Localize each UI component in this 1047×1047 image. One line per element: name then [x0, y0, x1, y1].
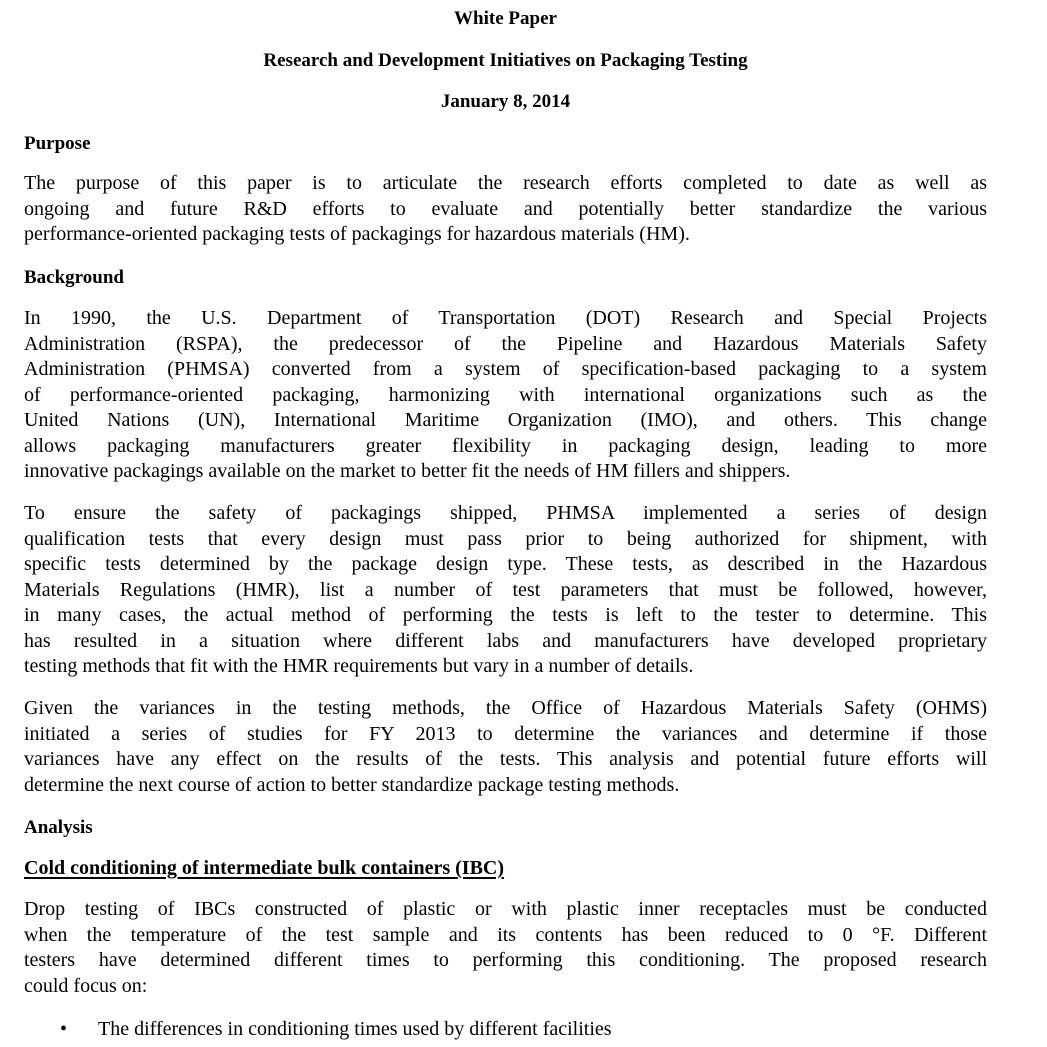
paragraph-line: innovative packagings available on the market to better fit the needs of HM fillers and shippers.: [24, 460, 791, 482]
paragraph-line: in many cases, the actual method of performing the tests is left to the tester to determine. This: [24, 604, 987, 626]
background-paragraph-1: [24, 306, 987, 485]
paragraph-line: determine the next course of action to better standardize package testing methods.: [24, 773, 680, 796]
analysis-paragraph-1: [24, 897, 987, 999]
paragraph-line: when the temperature of the test sample and its contents has been reduced to 0 °F. Different: [24, 923, 987, 946]
paragraph-line: performance-oriented packaging tests of packagings for hazardous materials (HM).: [24, 223, 690, 245]
paragraph-line: testers have determined different times to performing this conditioning. The proposed research: [24, 949, 987, 971]
paragraph-line: Materials Regulations (HMR), list a number of test parameters that must be followed, however,: [24, 578, 987, 601]
paragraph-line: has resulted in a situation where different labs and manufacturers have developed proprietary: [24, 629, 987, 652]
paragraph-line: could focus on:: [24, 974, 148, 997]
paragraph-line: Given the variances in the testing methods, the Office of Hazardous Materials Safety (OHMS): [24, 697, 987, 719]
background-paragraph-3: [24, 696, 987, 798]
paragraph-line: qualification tests that every design must pass prior to being authorized for shipment, with: [24, 527, 987, 550]
analysis-heading: Analysis: [24, 817, 93, 838]
paragraph-line: of performance-oriented packaging, harmonizing with international organizations such as the: [24, 383, 987, 406]
list-item: [60, 1018, 612, 1040]
paragraph-line: testing methods that fit with the HMR requirements but vary in a number of details.: [24, 655, 694, 677]
paragraph-line: United Nations (UN), International Maritime Organization (IMO), and others. This change: [24, 409, 987, 431]
list-item-text: The differences in conditioning times used by different facilities: [98, 1018, 612, 1040]
background-paragraph-2: [24, 501, 987, 680]
paragraph-line: In 1990, the U.S. Department of Transportation (DOT) Research and Special Projects: [24, 307, 987, 329]
doc-date: January 8, 2014: [440, 91, 571, 112]
bullet-icon: •: [60, 1018, 68, 1040]
paragraph-line: Drop testing of IBCs constructed of plastic or with plastic inner receptacles must be conducted: [24, 898, 987, 920]
paragraph-line: variances have any effect on the results of the tests. This analysis and potential future efforts will: [24, 748, 987, 770]
background-heading: Background: [24, 267, 124, 288]
paragraph-line: initiated a series of studies for FY 2013 to determine the variances and determine if those: [24, 722, 987, 745]
purpose-heading: Purpose: [24, 133, 91, 154]
document-page: [24, 0, 987, 1047]
paragraph-line: ongoing and future R&D efforts to evaluate and potentially better standardize the various: [24, 197, 987, 220]
doc-main-title: Research and Development Initiatives on Packaging Testing: [263, 50, 748, 71]
paragraph-line: specific tests determined by the package design type. These tests, as described in the Hazardous: [24, 553, 987, 575]
paragraph-line: allows packaging manufacturers greater flexibility in packaging design, leading to more: [24, 434, 987, 457]
purpose-paragraph: [24, 171, 987, 248]
analysis-subheading: Cold conditioning of intermediate bulk containers (IBC): [24, 857, 505, 879]
paragraph-line: The purpose of this paper is to articulate the research efforts completed to date as well as: [24, 172, 987, 194]
paragraph-line: To ensure the safety of packagings shipped, PHMSA implemented a series of design: [24, 502, 987, 524]
paragraph-line: Administration (PHMSA) converted from a system of specification-based packaging to a system: [24, 358, 987, 380]
doc-type-title: White Paper: [454, 8, 557, 29]
paragraph-line: Administration (RSPA), the predecessor of the Pipeline and Hazardous Materials Safety: [24, 332, 987, 355]
